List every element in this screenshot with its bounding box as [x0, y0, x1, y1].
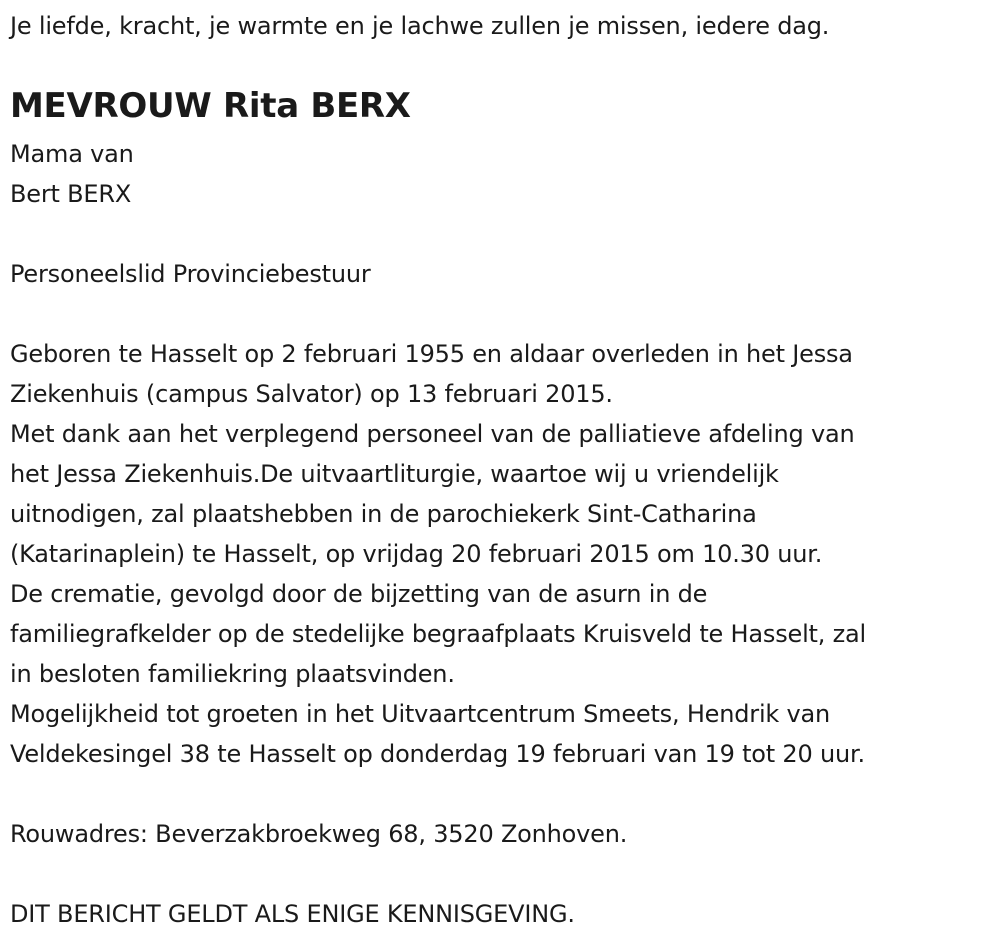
spacer	[10, 854, 985, 894]
address-text: Rouwadres: Beverzakbroekweg 68, 3520 Zonhoven.	[10, 820, 628, 848]
body-line: Mogelijkheid tot groeten in het Uitvaartcentrum Smeets, Hendrik van	[10, 700, 831, 728]
obituary-notice	[10, 6, 985, 934]
relation-line: Bert BERX	[10, 180, 132, 208]
body-line: Met dank aan het verplegend personeel van de palliatieve afdeling van	[10, 420, 855, 448]
body-line: Geboren te Hasselt op 2 februari 1955 en aldaar overleden in het Jessa	[10, 340, 853, 368]
body-line: De crematie, gevolgd door de bijzetting van de asurn in de	[10, 580, 708, 608]
relation-line: Mama van	[10, 140, 134, 168]
body-line: Ziekenhuis (campus Salvator) op 13 februari 2015.	[10, 380, 613, 408]
body-line: familiegrafkelder op de stedelijke begraafplaats Kruisveld te Hasselt, zal	[10, 620, 866, 648]
spacer	[10, 774, 985, 814]
motto-text: Je liefde, kracht, je warmte en je lachwe zullen je missen, iedere dag.	[10, 12, 830, 40]
body-line: uitnodigen, zal plaatshebben in de parochiekerk Sint-Catharina	[10, 500, 757, 528]
body-line: het Jessa Ziekenhuis.De uitvaartliturgie, waartoe wij u vriendelijk	[10, 460, 779, 488]
deceased-name: MEVROUW Rita BERX	[10, 86, 411, 126]
body-line: (Katarinaplein) te Hasselt, op vrijdag 20 februari 2015 om 10.30 uur.	[10, 540, 823, 568]
body-line: Veldekesingel 38 te Hasselt op donderdag 19 februari van 19 tot 20 uur.	[10, 740, 865, 768]
spacer	[10, 294, 985, 334]
occupation-text: Personeelslid Provinciebestuur	[10, 260, 371, 288]
spacer	[10, 214, 985, 254]
notice-text: DIT BERICHT GELDT ALS ENIGE KENNISGEVING.	[10, 900, 575, 928]
body-line: in besloten familiekring plaatsvinden.	[10, 660, 455, 688]
